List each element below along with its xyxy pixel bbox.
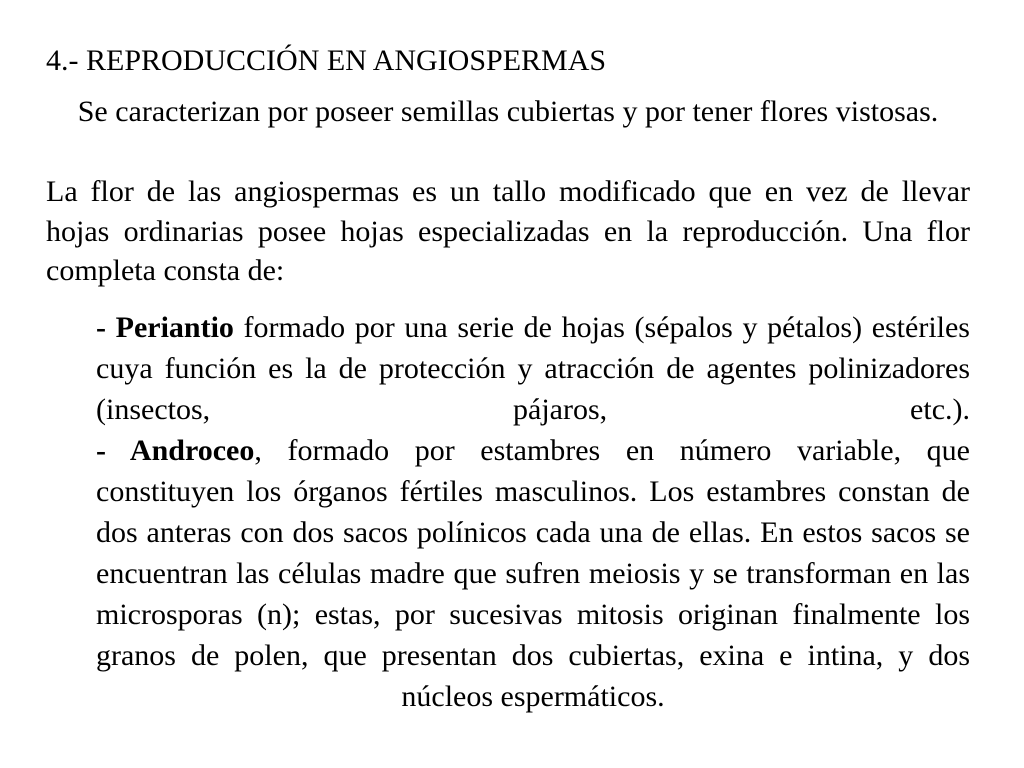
periantio-description: formado por una serie de hojas (sépalos y pétalos) estériles cuya función es la de protección y atracción de agentes polinizadores (insectos, pájaros, etc.). <box>96 311 970 426</box>
list-item-androceo <box>96 430 970 717</box>
flower-description-paragraph: La flor de las angiospermas es un tallo modificado que en vez de llevar hojas ordinarias posee hojas especializadas en la reproducción. Una flor completa consta de: <box>46 175 970 287</box>
list-item-periantio <box>96 307 970 430</box>
term-periantio: - Periantio <box>96 311 234 344</box>
term-androceo: - Androceo <box>96 434 255 467</box>
flower-parts-list <box>96 307 970 717</box>
section-heading: 4.- REPRODUCCIÓN EN ANGIOSPERMAS <box>46 44 607 77</box>
intro-paragraph: Se caracterizan por poseer semillas cubiertas y por tener flores vistosas. <box>77 95 939 128</box>
androceo-description: , formado por estambres en número variable, que constituyen los órganos fértiles masculinos. Los estambres constan de dos anteras con dos sacos polínicos cada una de ellas. En estos sacos se encuentran las células madre que sufren meiosis y se transforman en las microsporas (n); estas, por sucesivas mitosis originan finalmente los granos de polen, que presentan dos cubiertas, exina e intina, y dos núcleos espermáticos. <box>96 434 970 713</box>
